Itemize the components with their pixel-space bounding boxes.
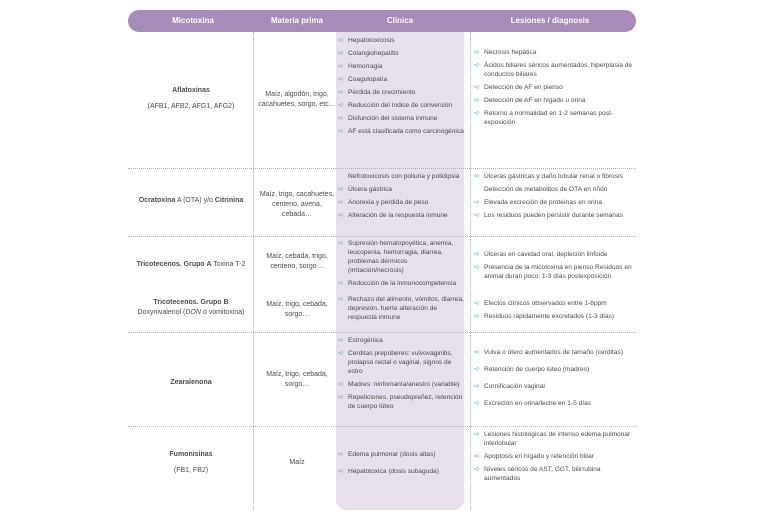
- row-fumonisinas-lesiones: [474, 430, 634, 487]
- list-item: [474, 61, 634, 79]
- row-tricotecenos-a-materia: Maíz, cebada, trigo, centeno, sorgo…: [266, 253, 328, 270]
- header-clinica: Clínica: [386, 16, 414, 25]
- list-item-text: Cornificación vaginal: [484, 383, 545, 390]
- list-item-text: Pérdida de crecimiento: [348, 89, 416, 96]
- arrow-icon: ➪: [474, 400, 480, 407]
- list-item: [474, 299, 634, 308]
- list-item: [338, 450, 464, 459]
- list-item: [338, 295, 464, 322]
- arrow-icon: ➪: [338, 102, 344, 109]
- arrow-icon: ➪: [338, 199, 344, 206]
- arrow-icon: ➪: [338, 468, 344, 475]
- column-divider: [470, 32, 471, 510]
- mycotoxin-name: Fumonisinas: [169, 451, 213, 458]
- arrow-icon: ➪: [474, 453, 480, 460]
- list-item: [338, 172, 464, 181]
- list-item-text: Detección de AF en hígado u orina: [484, 97, 586, 104]
- list-item-text: Coagulopatía: [348, 76, 388, 83]
- list-item-text: Excreción en orina/leche en 1-5 días: [484, 400, 592, 407]
- list-item-text: Vulva o útero aumentados de tamaño (cerditas): [484, 349, 624, 356]
- list-item-text: Úlceras en cavidad oral, depleción linfoide: [484, 251, 608, 258]
- list-item-text: Repeticiones, pseudopreñez, retención de cuerpo lúteo: [348, 394, 463, 410]
- arrow-icon: ➪: [338, 76, 344, 83]
- mycotoxin-subtypes: [128, 308, 254, 318]
- list-item-text: Retorno a normalidad en 1-2 semanas post-exposición: [484, 110, 614, 126]
- arrow-icon: ➪: [338, 115, 344, 122]
- list-item-text: Reducción de la inmunocompetencia: [348, 280, 457, 287]
- list-item-text: Hepatotoxicosis: [348, 37, 395, 44]
- arrow-icon: ➪: [338, 212, 344, 219]
- row-zearalenona-materia: Maíz, trigo, cebada, sorgo…: [266, 371, 328, 388]
- mycotoxin-subtypes: Toxina T-2: [211, 261, 246, 268]
- row-separator: [128, 426, 636, 427]
- row-separator: [128, 236, 636, 237]
- arrow-icon: ➪: [338, 280, 344, 287]
- mycotoxin-name: Ocratoxina: [138, 197, 176, 204]
- row-tricotecenos-b-lesiones: [474, 299, 634, 325]
- subtype-text: Doxynivalenol (: [137, 309, 186, 316]
- mycotoxin-name: Aflatoxinas: [172, 87, 210, 94]
- arrow-icon: ➪: [338, 89, 344, 96]
- mycotoxin-name: Zearalenona: [170, 379, 212, 386]
- list-item-text: Detección de AF en pienso: [484, 84, 563, 91]
- row-fumonisinas-clinica: [338, 450, 464, 480]
- list-item: [338, 198, 464, 207]
- list-item: [338, 211, 464, 220]
- arrow-icon: ➪: [338, 394, 344, 401]
- row-ocratoxina-lesiones: [474, 172, 634, 224]
- arrow-icon: ➪: [474, 84, 480, 91]
- header-materia-prima: Materia prima: [270, 16, 324, 25]
- row-ocratoxina-name: [128, 196, 254, 206]
- row-aflatoxinas-clinica: [338, 36, 464, 140]
- list-item: [338, 349, 464, 376]
- arrow-icon: ➪: [474, 110, 480, 117]
- mycotoxin-subtypes: (FB1, FB2): [173, 467, 209, 474]
- row-aflatoxinas-name: [128, 86, 254, 112]
- list-item: [474, 96, 634, 105]
- list-item-text: Disfunción del sistema inmune: [348, 115, 438, 122]
- arrow-icon: ➪: [474, 199, 480, 206]
- row-ocratoxina-clinica: [338, 172, 464, 224]
- list-item-text: Cerditas prepúberes: vulvovaginitis, prolapso rectal o vaginal, signos de estro: [348, 350, 453, 375]
- list-item-text: Los residuos pueden persistir durante semanas: [484, 212, 623, 219]
- row-ocratoxina-materia: Maíz, trigo, cacahuetes, centeno, avena, cebada…: [259, 191, 335, 218]
- list-item: [474, 198, 634, 207]
- list-item-text: Rechazo del alimento, vómitos, diarrea, depresión, fuerte alteración de respuesta inmune: [348, 296, 464, 321]
- list-item: [474, 185, 634, 194]
- list-item-text: Úlceras gástricas y daño tubular renal o fibrosis: [484, 173, 623, 180]
- list-item-text: Supresión hematopoyética, anemia, leucopenia, hemorragia, diarrea, problemas dérmicos (irritación/necrosis): [348, 240, 454, 274]
- list-item-text: Edema pulmonar (dosis altas): [348, 451, 436, 458]
- header-micotoxina: Micotoxina: [172, 16, 214, 25]
- list-item-text: Niveles séricos de AST, GGT, bilirrubina aumentados: [484, 466, 601, 482]
- mycotoxin-name: Tricotecenos. Grupo B: [153, 299, 229, 306]
- row-tricotecenos-b-materia: Maíz, trigo, cebada, sorgo…: [266, 301, 328, 318]
- list-item: [338, 101, 464, 110]
- arrow-icon: ➪: [474, 212, 480, 219]
- mycotoxin-subtypes: A (OTA) y/o: [175, 197, 215, 204]
- arrow-icon: ➪: [474, 173, 480, 180]
- row-zearalenona-lesiones: [474, 348, 634, 416]
- list-item-text: AF está clasificada como carcinogénica: [348, 128, 464, 135]
- arrow-icon: ➪: [338, 350, 344, 357]
- list-item: [474, 48, 634, 57]
- list-item: [338, 75, 464, 84]
- row-aflatoxinas-materia: Maíz, algodón, trigo, cacahuetes, sorgo, etc…: [258, 91, 336, 108]
- arrow-icon: ➪: [338, 451, 344, 458]
- list-item: [338, 279, 464, 288]
- list-item-text: Necrosis hepática: [484, 49, 537, 56]
- arrow-icon: ➪: [474, 300, 480, 307]
- list-item: [338, 467, 464, 476]
- arrow-icon: ➪: [338, 50, 344, 57]
- arrow-icon: ➪: [474, 349, 480, 356]
- row-fumonisinas-name: [128, 450, 254, 476]
- mycotoxin-name: Tricotecenos. Grupo A: [136, 261, 212, 268]
- list-item: [474, 83, 634, 92]
- arrow-icon: ➪: [474, 383, 480, 390]
- arrow-icon: ➪: [474, 97, 480, 104]
- list-item-text: Alteración de la respuesta inmune: [348, 212, 448, 219]
- list-item-text: Hemorragia: [348, 63, 383, 70]
- list-item: [474, 250, 634, 259]
- row-tricotecenos-a-lesiones: [474, 250, 634, 285]
- arrow-icon: ➪: [338, 186, 344, 193]
- list-item: [338, 36, 464, 45]
- row-tricotecenos-a-name: [128, 260, 254, 270]
- arrow-icon: ➪: [474, 313, 480, 320]
- table-header: [128, 10, 636, 32]
- header-lesiones: Lesiones / diagnosis: [510, 16, 590, 25]
- list-item-text: Colangiohepatitis: [348, 50, 399, 57]
- row-separator: [128, 332, 636, 333]
- list-item-text: Residuos rápidamente excretados (1-3 días): [484, 313, 615, 320]
- list-item-text: Ácidos biliares séricos aumentados, hiperplasia de conductos biliares: [484, 62, 633, 78]
- list-item-text: Anorexia y pérdida de peso: [348, 199, 429, 206]
- list-item: [474, 430, 634, 448]
- list-item-text: Nefrotoxicosis con poliuria y polidipsia: [348, 173, 460, 180]
- list-item: [338, 393, 464, 411]
- arrow-icon: ➪: [338, 240, 344, 247]
- arrow-icon: ➪: [474, 366, 480, 373]
- row-separator: [128, 168, 636, 169]
- subtype-text: o vomitoxina): [200, 309, 245, 316]
- arrow-icon: ➪: [338, 37, 344, 44]
- list-item-text: Elevada excreción de proteínas en orina: [484, 199, 603, 206]
- list-item: [474, 465, 634, 483]
- row-aflatoxinas-lesiones: [474, 48, 634, 131]
- list-item: [338, 88, 464, 97]
- list-item: [338, 239, 464, 275]
- row-tricotecenos-a-clinica: [338, 239, 464, 292]
- list-item: [474, 211, 634, 220]
- list-item-text: Apoptosis en hígado y retención biliar: [484, 453, 594, 460]
- row-tricotecenos-b-clinica: [338, 295, 464, 326]
- list-item-text: Estrogénica: [348, 337, 383, 344]
- arrow-icon: ➪: [474, 264, 480, 271]
- mycotoxin-name-secondary: Citrinina: [214, 197, 244, 204]
- list-item-text: Detección de metabolitos de OTA en riñón: [484, 186, 608, 193]
- row-zearalenona-clinica: [338, 336, 464, 415]
- list-item: [338, 380, 464, 389]
- list-item: [474, 365, 634, 374]
- row-fumonisinas-materia: Maíz: [289, 459, 305, 466]
- arrow-icon: ➪: [338, 337, 344, 344]
- list-item-text: Presencia de la micotoxina en pienso Residuos en animal duran poco: 1-3 días postexposición: [484, 264, 632, 280]
- list-item: [338, 185, 464, 194]
- list-item: [338, 336, 464, 345]
- list-item: [474, 452, 634, 461]
- list-item: [338, 62, 464, 71]
- list-item: [474, 312, 634, 321]
- list-item-text: Úlcera gástrica: [348, 186, 392, 193]
- list-item: [474, 399, 634, 408]
- list-item-text: Reducción del índice de conversión: [348, 102, 453, 109]
- list-item: [474, 172, 634, 181]
- arrow-icon: ➪: [338, 63, 344, 70]
- list-item: [474, 109, 634, 127]
- arrow-icon: ➪: [474, 466, 480, 473]
- arrow-icon: ➪: [338, 296, 344, 303]
- mycotoxin-subtypes: (AFB1, AFB2, AFG1, AFG2): [147, 103, 235, 110]
- arrow-icon: ➪: [338, 128, 344, 135]
- arrow-icon: ➪: [474, 431, 480, 438]
- subtype-abbrev: DON: [185, 309, 201, 316]
- list-item-text: Lesiones histológicas de intenso edema pulmonar interlobular: [484, 431, 631, 447]
- arrow-icon: ➪: [474, 251, 480, 258]
- list-item-text: Efectos clínicos observados entre 1-8ppm: [484, 300, 607, 307]
- list-item: [474, 382, 634, 391]
- arrow-icon: ➪: [338, 381, 344, 388]
- row-tricotecenos-b-name: [128, 298, 254, 318]
- arrow-icon: ➪: [474, 49, 480, 56]
- arrow-icon: ➪: [474, 62, 480, 69]
- list-item: [338, 114, 464, 123]
- list-item: [338, 127, 464, 136]
- row-zearalenona-name: [128, 378, 254, 388]
- list-item: [474, 348, 634, 357]
- list-item: [338, 49, 464, 58]
- list-item: [474, 263, 634, 281]
- list-item-text: Madres: ninfomanía/anestro (variable): [348, 381, 460, 388]
- list-item-text: Retención de cuerpo lúteo (madres): [484, 366, 590, 373]
- list-item-text: Hepatotoxica (dosis subaguda): [348, 468, 439, 475]
